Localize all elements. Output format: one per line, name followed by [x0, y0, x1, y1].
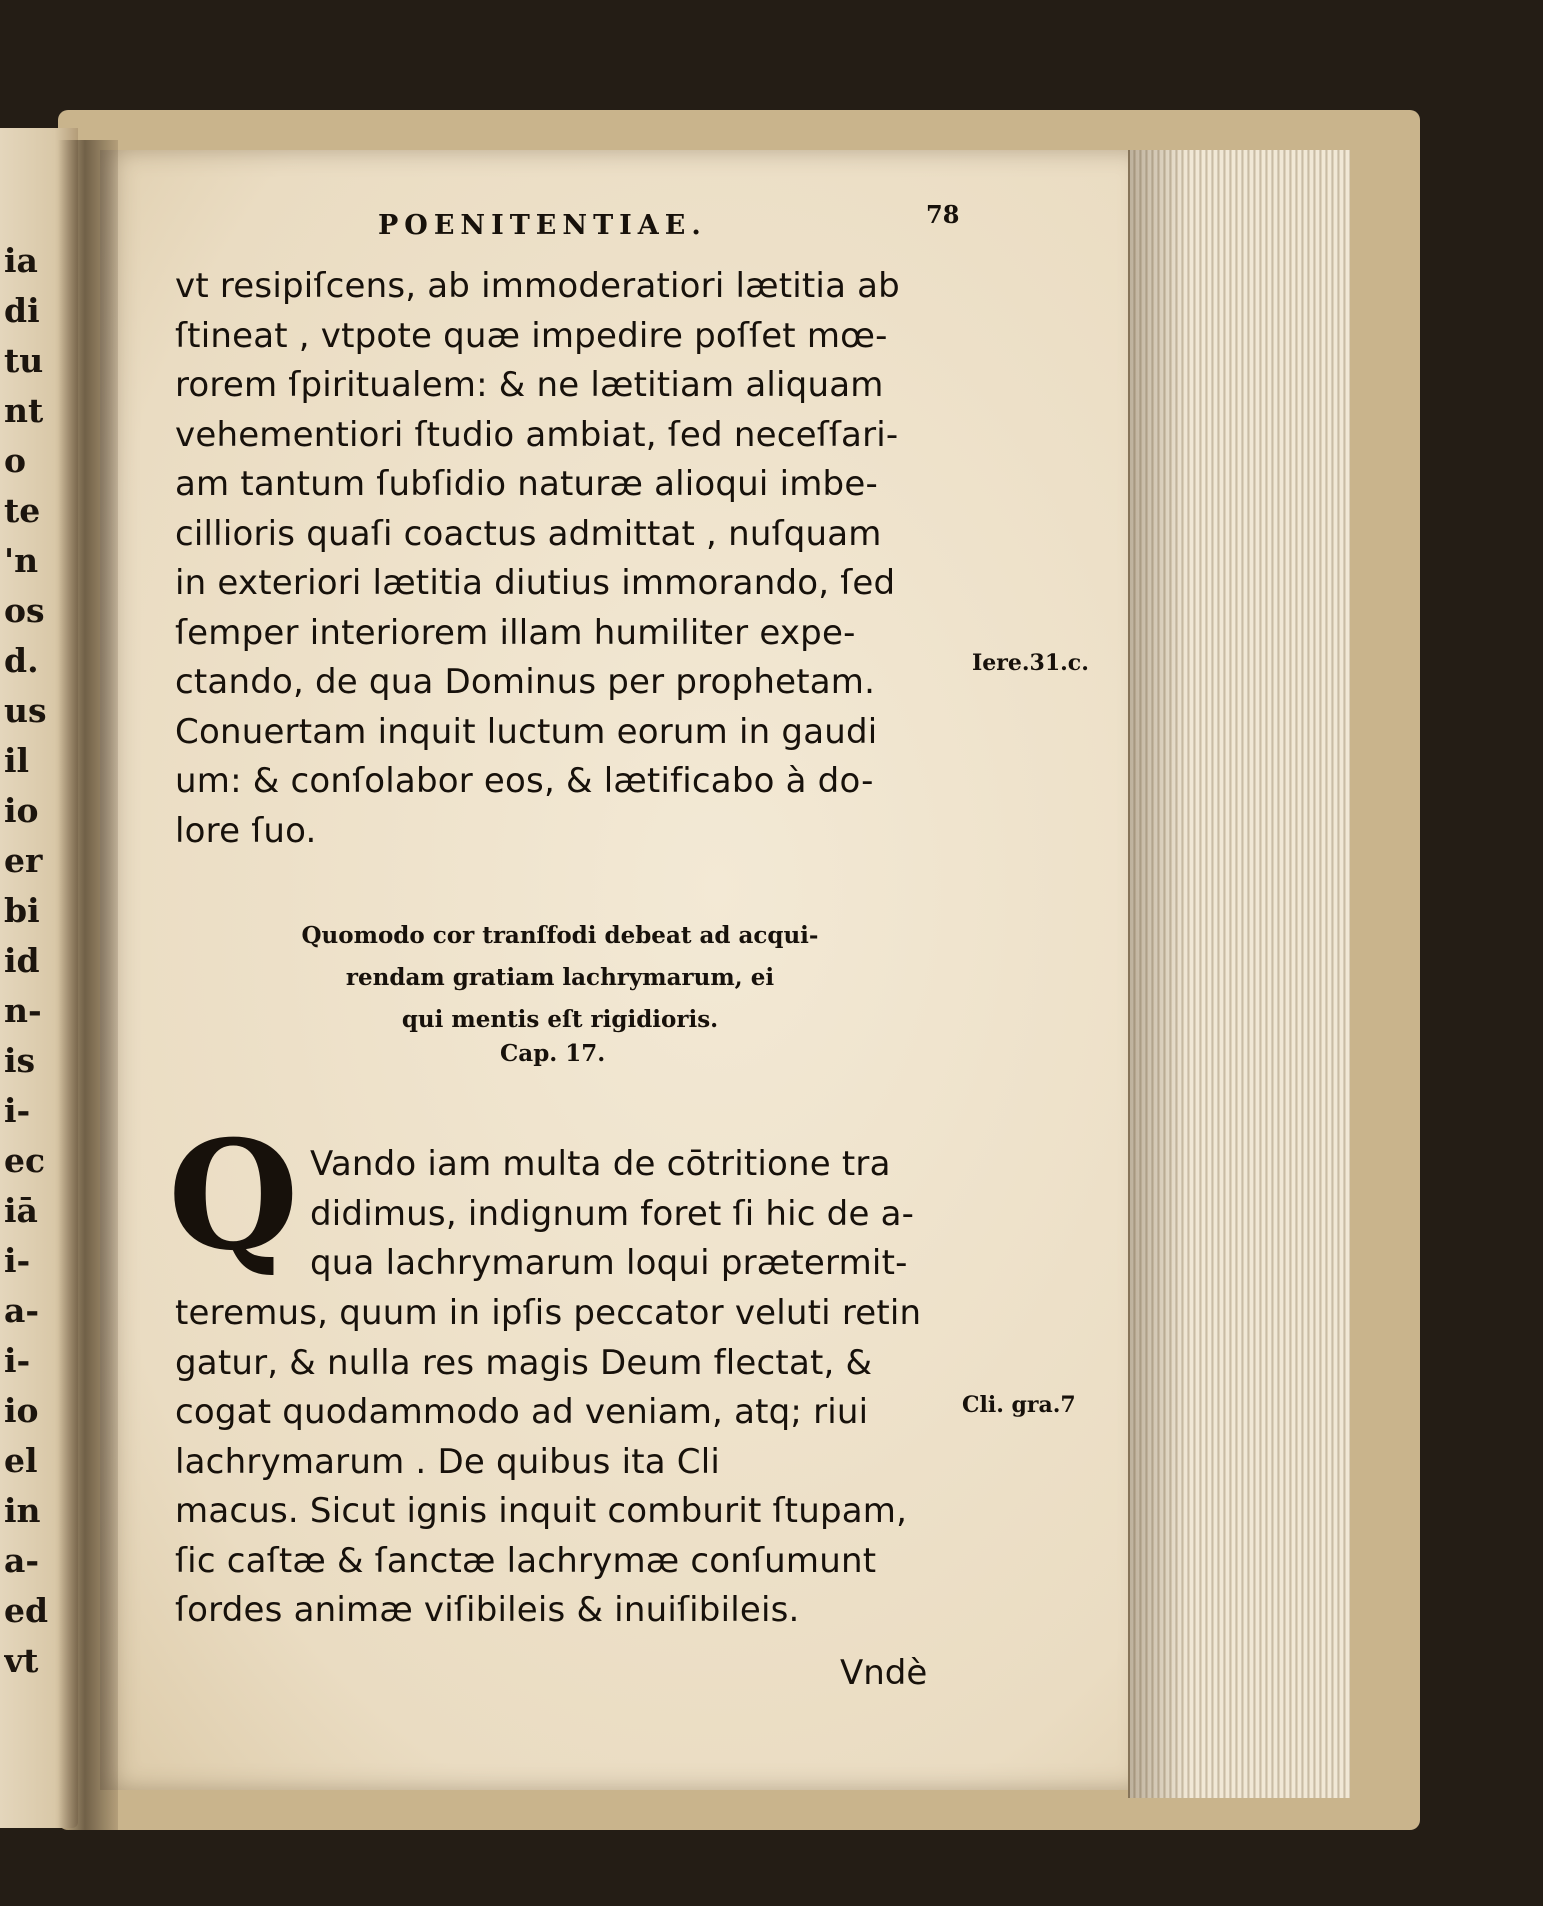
gutter-shadow — [58, 140, 118, 1830]
catchword: Vndè — [840, 1653, 928, 1693]
text-line-fragment: el — [4, 1441, 38, 1480]
page-number: 78 — [926, 200, 960, 229]
text-line: lore ſuo. — [175, 810, 317, 851]
text-line-fragment: tu — [4, 341, 44, 380]
text-line: Conuertam inquit luctum eorum in gaudi — [175, 711, 878, 752]
text-line: ſemper interiorem illam humiliter expe- — [175, 612, 856, 653]
text-line-fragment: a- — [4, 1541, 40, 1580]
heading-line: qui mentis eſt rigidioris. — [401, 1006, 719, 1033]
text-line: didimus, indignum foret ſi hic de a- — [310, 1193, 915, 1234]
text-line-fragment: il — [4, 741, 30, 780]
paragraph-2-opening — [310, 1140, 1010, 1289]
text-line-fragment: n- — [4, 991, 42, 1030]
text-line: ſordes animæ viſibileis & inuiſibileis. — [175, 1590, 800, 1630]
text-line: Vando iam multa de cōtritione tra — [310, 1144, 891, 1184]
text-line: ſtineat , vtpote quæ impedire poſſet mœ- — [175, 315, 888, 356]
text-line: vt resipiſcens, ab immoderatiori lætitia ab — [175, 266, 900, 306]
text-line: ſic caſtæ & ſanctæ lachrymæ conſumunt — [175, 1540, 877, 1581]
text-line-fragment: a- — [4, 1291, 40, 1330]
text-line-fragment: os — [4, 591, 45, 630]
text-line: vehementiori ſtudio ambiat, ſed neceſſari- — [175, 414, 899, 455]
text-line: um: & conſolabor eos, & lætificabo à do- — [175, 761, 874, 801]
paragraph-2 — [175, 1289, 975, 1636]
text-line: ctando, de qua Dominus per prophetam. — [175, 662, 876, 702]
text-line: macus. Sicut ignis inquit comburit ſtupam, — [175, 1491, 908, 1531]
text-line-fragment: io — [4, 1391, 39, 1430]
text-line: qua lachrymarum loqui prætermit- — [310, 1243, 908, 1283]
text-line-fragment: 'n — [4, 541, 39, 580]
text-line-fragment: id — [4, 941, 40, 980]
text-line-fragment: i- — [4, 1241, 31, 1280]
paragraph-1 — [175, 262, 975, 856]
text-line: am tantum ſubſidio naturæ alioqui imbe- — [175, 464, 878, 504]
text-line-fragment: ec — [4, 1141, 46, 1180]
text-line: lachrymarum . De quibus ita Cli — [175, 1441, 721, 1482]
text-line-fragment: vt — [4, 1641, 39, 1680]
drop-cap: Q — [168, 1108, 299, 1284]
chapter-number: Cap. 17. — [500, 1040, 606, 1067]
page-edges-shadow — [1128, 150, 1188, 1798]
text-line-fragment: ia — [4, 241, 38, 280]
text-line: gatur, & nulla res magis Deum flectat, & — [175, 1342, 873, 1383]
text-line-fragment: in — [4, 1491, 41, 1530]
text-line: in exteriori lætitia diutius immorando, ſed — [175, 563, 896, 603]
text-line: teremus, quum in ipſis peccator veluti retin — [175, 1293, 922, 1333]
text-line: rorem ſpiritualem: & ne lætitiam aliquam — [175, 365, 884, 405]
text-line-fragment: io — [4, 791, 39, 830]
text-line-fragment: er — [4, 841, 43, 880]
text-line-fragment: is — [4, 1041, 36, 1080]
text-line-fragment: i- — [4, 1341, 31, 1380]
chapter-heading — [240, 915, 880, 1041]
text-line-fragment: bi — [4, 891, 40, 930]
text-line-fragment: d. — [4, 641, 39, 680]
heading-line: Quomodo cor tranſfodi debeat ad acqui- — [301, 922, 819, 949]
text-line-fragment: te — [4, 491, 41, 530]
text-line-fragment: nt — [4, 391, 44, 430]
heading-line: rendam gratiam lachrymarum, ei — [345, 964, 775, 991]
text-line-fragment: o — [4, 441, 27, 480]
marginal-note: Iere.31.c. — [972, 650, 1089, 676]
text-line-fragment: iā — [4, 1191, 38, 1230]
text-line: cillioris quaſi coactus admittat , nuſquam — [175, 513, 882, 554]
text-line-fragment: i- — [4, 1091, 31, 1130]
text-line: cogat quodammodo ad veniam, atq; riui — [175, 1392, 869, 1432]
text-line-fragment: di — [4, 291, 40, 330]
text-line-fragment: ed — [4, 1591, 49, 1630]
text-line-fragment: us — [4, 691, 47, 730]
running-head: POENITENTIAE. — [378, 210, 707, 241]
marginal-note: Cli. gra.7 — [962, 1392, 1076, 1418]
